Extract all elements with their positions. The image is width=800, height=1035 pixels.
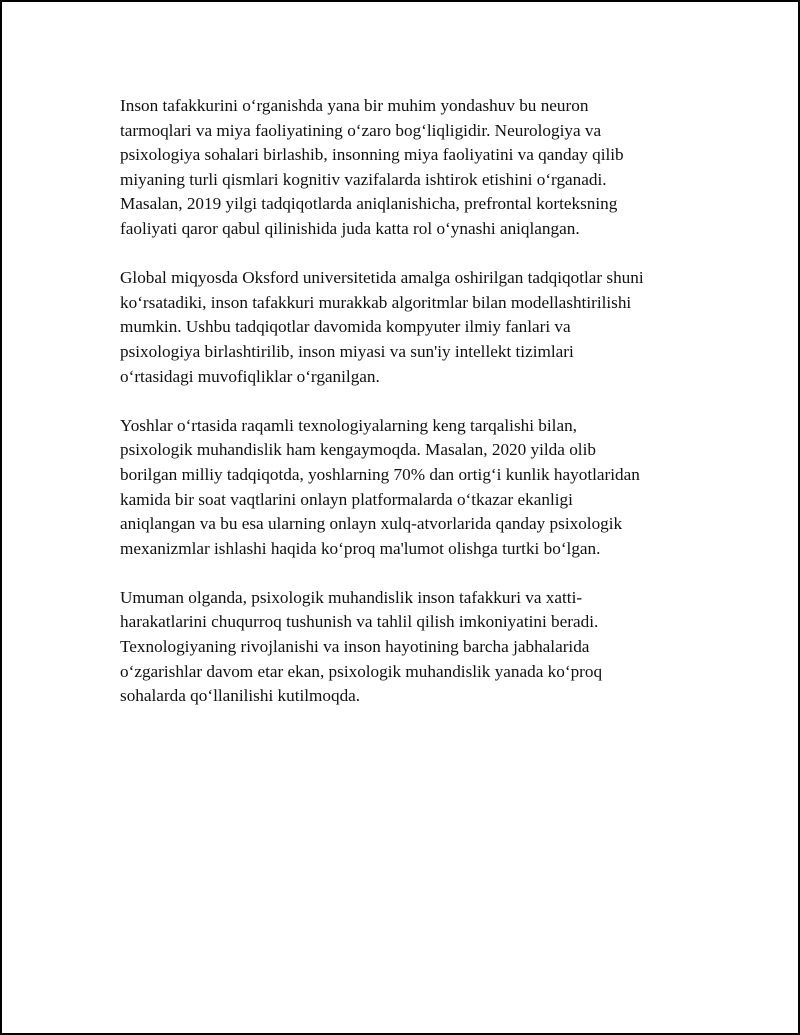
paragraph-line: faoliyati qaror qabul qilinishida juda katta rol o‘ynashi aniqlangan. bbox=[120, 218, 580, 238]
paragraph-line: o‘zgarishlar davom etar ekan, psixologik muhandislik yanada ko‘proq bbox=[120, 661, 603, 681]
paragraph-line: Yoshlar o‘rtasida raqamli texnologiyalarning keng tarqalishi bilan, bbox=[120, 415, 577, 435]
paragraph-line: tarmoqlari va miya faoliyatining o‘zaro bog‘liqligidir. Neurologiya va bbox=[120, 120, 602, 140]
paragraph-line: aniqlangan va bu esa ularning onlayn xulq-atvorlarida qanday psixologik bbox=[120, 514, 623, 534]
paragraph-4 bbox=[120, 586, 700, 709]
paragraph-line: mumkin. Ushbu tadqiqotlar davomida kompyuter ilmiy fanlari va bbox=[120, 317, 571, 337]
paragraph-line: kamida bir soat vaqtlarini onlayn platformalarda o‘tkazar ekanligi bbox=[120, 489, 573, 509]
paragraph-line: psixologik muhandislik ham kengaymoqda. Masalan, 2020 yilda olib bbox=[120, 440, 596, 460]
paragraph-line: psixologiya sohalari birlashib, insonning miya faoliyatini va qanday qilib bbox=[120, 145, 624, 165]
paragraph-1 bbox=[120, 94, 700, 242]
paragraph-line: Inson tafakkurini o‘rganishda yana bir muhim yondashuv bu neuron bbox=[120, 96, 589, 115]
paragraph-line: borilgan milliy tadqiqotda, yoshlarning 70% dan ortig‘i kunlik hayotlaridan bbox=[120, 464, 640, 484]
paragraph-line: Global miqyosda Oksford universitetida amalga oshirilgan tadqiqotlar shuni bbox=[120, 268, 644, 288]
paragraph-line: miyaning turli qismlari kognitiv vazifalarda ishtirok etishini o‘rganadi. bbox=[120, 169, 607, 189]
document-body bbox=[120, 94, 700, 733]
paragraph-line: Texnologiyaning rivojlanishi va inson hayotining barcha jabhalarida bbox=[120, 637, 590, 657]
paragraph-3 bbox=[120, 414, 700, 562]
paragraph-line: mexanizmlar ishlashi haqida ko‘proq ma'lumot olishga turtki bo‘lgan. bbox=[120, 538, 601, 558]
paragraph-line: o‘rtasidagi muvofiqliklar o‘rganilgan. bbox=[120, 366, 380, 386]
paragraph-line: sohalarda qo‘llanilishi kutilmoqda. bbox=[120, 686, 361, 706]
paragraph-line: Umuman olganda, psixologik muhandislik inson tafakkuri va xatti- bbox=[120, 587, 583, 607]
paragraph-line: harakatlarini chuqurroq tushunish va tahlil qilish imkoniyatini beradi. bbox=[120, 612, 599, 632]
paragraph-line: psixologiya birlashtirilib, inson miyasi va sun'iy intellekt tizimlari bbox=[120, 341, 574, 361]
paragraph-2 bbox=[120, 266, 700, 389]
paragraph-line: Masalan, 2019 yilgi tadqiqotlarda aniqlanishicha, prefrontal korteksning bbox=[120, 194, 618, 214]
paragraph-line: ko‘rsatadiki, inson tafakkuri murakkab algoritmlar bilan modellashtirilishi bbox=[120, 292, 632, 312]
